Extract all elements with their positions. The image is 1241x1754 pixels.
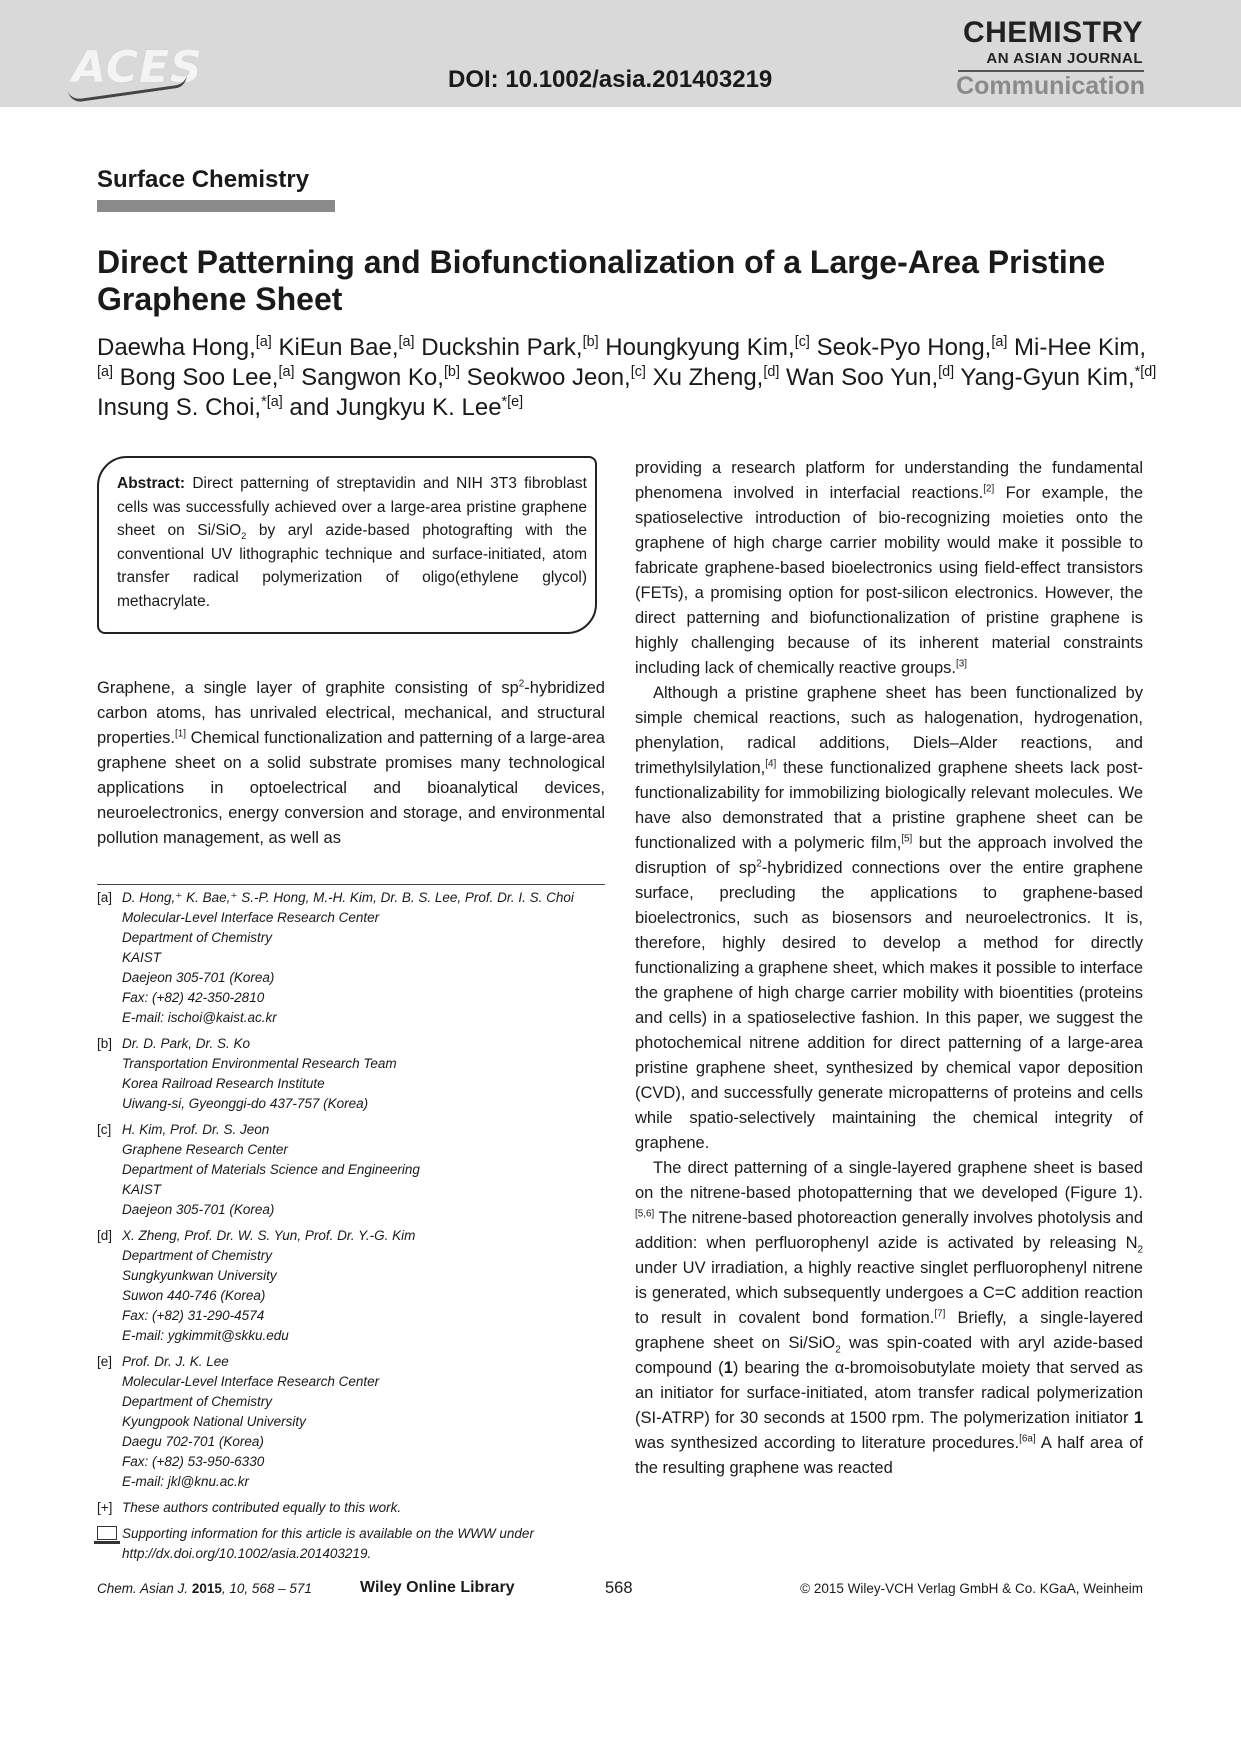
supporting-info-entry (97, 1524, 605, 1564)
affiliation-line: Fax: (+82) 53-950-6330 (122, 1454, 265, 1469)
author-name: Xu Zheng, (652, 364, 764, 391)
abstract-text: Direct patterning of streptavidin and NIH 3T3 fibroblast cells was successfully achieved over a large-area pristine graphene sheet on Si/SiO (117, 475, 587, 539)
author-affiliation: [c] (794, 334, 810, 350)
author-name: Sangwon Ko, (301, 364, 444, 391)
author-list (97, 333, 1157, 423)
subscript: 2 (1137, 1244, 1143, 1256)
journal-name: CHEMISTRY (962, 16, 1143, 49)
text-run: Chemical functionalization and patterning of a large-area graphene sheet on a solid substrate promises many technological applications in optoelectrical and bioanalytical devices, neuroelectronics, energy conversion and storage, and environmental pollution management, as well as (97, 729, 605, 847)
citation (97, 1581, 312, 1596)
affiliation-lines (122, 1120, 420, 1220)
abstract (117, 472, 587, 613)
author-affiliation: [b] (443, 364, 460, 380)
section-label: Surface Chemistry (97, 166, 310, 193)
affiliation-line: Department of Chemistry (122, 930, 273, 945)
affiliation-line: Fax: (+82) 31-290-4574 (122, 1308, 265, 1323)
text-run: ) bearing the α-bromoisobutylate moiety that served as an initiator for surface-initiated, atom transfer radical polymerization (SI-ATRP) for 30 seconds at 1500 rpm. The polymerization initiator (635, 1359, 1143, 1427)
affiliation-line: Department of Chemistry (122, 1394, 273, 1409)
affiliation-line: Suwon 440-746 (Korea) (122, 1288, 266, 1303)
author-name: Yang-Gyun Kim, (960, 364, 1135, 391)
wiley-online-library-link[interactable]: Wiley Online Library (360, 1579, 515, 1596)
text-run: under UV irradiation, a highly reactive singlet perfluorophenyl nitrene is generated, which subsequently undergoes a C=C addition reaction to result in covalent bond formation. (635, 1259, 1143, 1327)
affiliation-line: Dr. D. Park, Dr. S. Ko (122, 1036, 251, 1051)
body-paragraph (635, 456, 1143, 681)
author-affiliation: *[d] (1134, 364, 1157, 380)
body-paragraph (635, 681, 1143, 1156)
text-run: For example, the spatioselective introduction of bio-recognizing moieties onto the graphene of high charge carrier mobility would make it possible to fabricate graphene-based bioelectronics using field-effect transistors (FETs), a promising option for post-silicon electronics. However, the direct patterning and biofunctionalization of pristine graphene is highly challenging because of its inherent material constraints including lack of chemically reactive groups. (635, 484, 1144, 677)
affiliation-footnotes (97, 888, 605, 1570)
text-run: Graphene, a single layer of graphite consisting of sp (97, 679, 519, 697)
author-affiliation: [a] (991, 334, 1008, 350)
text-run: but the approach involved the disruption of sp (635, 834, 1143, 877)
affiliation-tag: [+] (97, 1500, 113, 1515)
text-run: Briefly, a single-layered graphene sheet on Si/SiO (635, 1309, 1143, 1352)
right-body-text (635, 456, 1143, 1481)
reference-marker: [3] (956, 658, 967, 670)
author-name: Daewha Hong, (97, 334, 256, 361)
aces-logo: ACES (72, 42, 203, 93)
text-run: -hybridized connections over the entire graphene surface, precluding the applications to graphene-based bioelectronics, such as biosensors and neuroelectronics. It is, therefore, highly desired to develop a method for directly functionalizing a graphene sheet, which makes it possible to interface the graphene of high charge carrier mobility with bioentities (proteins and cells) in a spatioselective fashion. In this paper, we suggest the photochemical nitrene addition for direct patterning of a large-area pristine graphene sheet, synthesized by chemical vapor deposition (CVD), and successfully generate micropatterns of proteins and cells while spatio-selectively maintaining the chemical integrity of graphene. (635, 859, 1143, 1152)
author-affiliation: [a] (97, 364, 113, 380)
supporting-info-line: Supporting information for this article is available on the WWW under (122, 1526, 534, 1541)
author-affiliation: [a] (398, 334, 415, 350)
author-name: Seok-Pyo Hong, (816, 334, 992, 361)
author-name: Seokwoo Jeon, (466, 364, 631, 391)
author-affiliation: *[a] (261, 394, 283, 410)
citation-rest: , 10, 568 – 571 (221, 1581, 312, 1596)
text-run: The direct patterning of a single-layered graphene sheet is based on the nitrene-based photopatterning that we developed (Figure 1). (635, 1159, 1143, 1202)
author-name: Insung S. Choi, (97, 394, 262, 421)
text-run: providing a research platform for understanding the fundamental phenomena involved in interfacial reactions. (635, 459, 1143, 502)
affiliation-line: H. Kim, Prof. Dr. S. Jeon (122, 1122, 270, 1137)
affiliation-line: Daejeon 305-701 (Korea) (122, 1202, 275, 1217)
affiliation-lines (122, 888, 574, 1028)
text-run: Although a pristine graphene sheet has been functionalized by simple chemical reactions, such as halogenation, hydrogenation, phenylation, radical additions, Diels–Alder reactions, and trimethylsilylation, (635, 684, 1143, 777)
affiliation-entry (97, 1120, 605, 1220)
author-affiliation: [a] (255, 334, 272, 350)
affiliation-line: Kyungpook National University (122, 1414, 306, 1429)
author-name: Wan Soo Yun, (786, 364, 939, 391)
article-title: Direct Patterning and Biofunctionalization of a Large-Area Pristine Graphene Sheet (97, 244, 1106, 317)
affiliation-line: E-mail: ischoi@kaist.ac.kr (122, 1010, 277, 1025)
author-name: Duckshin Park, (421, 334, 583, 361)
affiliation-line: E-mail: jkl@knu.ac.kr (122, 1474, 249, 1489)
affiliation-line: Molecular-Level Interface Research Center (122, 910, 380, 925)
affiliation-entry (97, 888, 605, 1028)
author-affiliation: *[e] (501, 394, 524, 410)
reference-marker: [5,6] (635, 1208, 655, 1220)
citation-journal: Chem. Asian J. (97, 1581, 189, 1596)
text-run: these functionalized graphene sheets lack post-functionalizability for immobilizing biologically relevant molecules. We have also demonstrated that a pristine graphene sheet can be functionalized with a polymeric film, (635, 759, 1143, 852)
abstract-label: Abstract: (117, 475, 186, 492)
affiliation-line: These authors contributed equally to this work. (122, 1500, 402, 1515)
author-name: Mi-Hee Kim, (1014, 334, 1147, 361)
author-name: KiEun Bae, (278, 334, 399, 361)
author-affiliation: [d] (763, 364, 780, 380)
reference-marker: [1] (174, 728, 186, 740)
author-affiliation: [a] (278, 364, 295, 380)
author-affiliation: [c] (630, 364, 646, 380)
affiliation-line: D. Hong,⁺ K. Bae,⁺ S.-P. Hong, M.-H. Kim, Dr. B. S. Lee, Prof. Dr. I. S. Choi (122, 890, 574, 905)
affiliation-tag: [e] (97, 1354, 113, 1369)
affiliation-entry (97, 1034, 605, 1114)
abstract-subscript: 2 (241, 531, 247, 542)
subscript: 2 (835, 1344, 841, 1356)
affiliation-line: E-mail: ygkimmit@skku.edu (122, 1328, 289, 1343)
author-affiliation: [b] (582, 334, 599, 350)
page-number: 568 (605, 1579, 633, 1597)
reference-marker: [2] (983, 483, 995, 495)
affiliation-line: Daegu 702-701 (Korea) (122, 1434, 264, 1449)
page-footer (97, 1579, 1143, 1603)
affiliation-line: Korea Railroad Research Institute (122, 1076, 325, 1091)
abstract-text-cont: by aryl azide-based photografting with the conventional UV lithographic technique and surface-initiated, atom transfer radical polymerization of oligo(ethylene glycol) methacrylate. (117, 522, 587, 610)
doi: DOI: 10.1002/asia.201403219 (448, 66, 773, 93)
affiliation-line: Graphene Research Center (122, 1142, 288, 1157)
affiliation-line: Prof. Dr. J. K. Lee (122, 1354, 229, 1369)
superscript: 2 (518, 678, 525, 690)
affiliation-line: Department of Materials Science and Engineering (122, 1162, 420, 1177)
body-paragraph (635, 1156, 1143, 1481)
body-paragraph (97, 676, 605, 851)
affiliation-lines (122, 1226, 415, 1346)
affiliation-tag: [a] (97, 890, 113, 905)
footnote-divider (97, 884, 605, 885)
author-name: and Jungkyu K. Lee (289, 394, 502, 421)
reference-marker: [5] (901, 833, 913, 845)
superscript: 2 (756, 858, 762, 870)
affiliation-entry (97, 1352, 605, 1492)
affiliation-tag: [b] (97, 1036, 113, 1051)
affiliation-entry (97, 1498, 605, 1518)
affiliation-lines (122, 1352, 379, 1492)
reference-marker: [7] (934, 1308, 946, 1320)
affiliation-line: Uiwang-si, Gyeonggi-do 437-757 (Korea) (122, 1096, 369, 1111)
journal-subtitle: AN ASIAN JOURNAL (986, 50, 1143, 67)
compound-number: 1 (723, 1359, 733, 1377)
affiliation-line: Sungkyunkwan University (122, 1268, 277, 1283)
affiliation-lines (122, 1498, 401, 1518)
left-body-text (97, 676, 605, 851)
affiliation-lines (122, 1034, 397, 1114)
reference-marker: [6a] (1019, 1433, 1036, 1445)
reference-marker: [4] (765, 758, 777, 770)
affiliation-line: KAIST (122, 1182, 162, 1197)
affiliation-line: Fax: (+82) 42-350-2810 (122, 990, 265, 1005)
text-run: The nitrene-based photoreaction generally involves photolysis and addition: when perfluorophenyl azide is activated by releasing N (635, 1209, 1143, 1252)
affiliation-entry (97, 1226, 605, 1346)
author-name: Bong Soo Lee, (119, 364, 279, 391)
text-run: -hybridized carbon atoms, has unrivaled electrical, mechanical, and structural properties. (97, 679, 605, 747)
computer-icon-shape (97, 1526, 117, 1540)
affiliation-tag: [c] (97, 1122, 112, 1137)
affiliation-line: Department of Chemistry (122, 1248, 273, 1263)
author-name: Houngkyung Kim, (605, 334, 795, 361)
affiliation-line: Daejeon 305-701 (Korea) (122, 970, 275, 985)
computer-icon (97, 1524, 122, 1564)
article-type: Communication (956, 72, 1145, 100)
text-run: was spin-coated with aryl azide-based compound ( (635, 1334, 1143, 1377)
affiliation-line: Transportation Environmental Research Team (122, 1056, 397, 1071)
affiliation-tag: [d] (97, 1228, 113, 1243)
citation-year: 2015 (191, 1581, 222, 1596)
supporting-info-lines (122, 1524, 534, 1564)
affiliation-line: Molecular-Level Interface Research Center (122, 1374, 380, 1389)
affiliation-line: KAIST (122, 950, 162, 965)
affiliation-line: X. Zheng, Prof. Dr. W. S. Yun, Prof. Dr. Y.-G. Kim (122, 1228, 416, 1243)
section-bar (97, 200, 335, 212)
supporting-info-link[interactable]: http://dx.doi.org/10.1002/asia.201403219. (122, 1546, 372, 1561)
text-run: was synthesized according to literature procedures. (635, 1434, 1020, 1452)
copyright: © 2015 Wiley-VCH Verlag GmbH & Co. KGaA, Weinheim (800, 1581, 1143, 1596)
text-run: A half area of the resulting graphene was reacted (635, 1434, 1143, 1477)
author-affiliation: [d] (938, 364, 955, 380)
compound-number: 1 (1133, 1409, 1143, 1427)
